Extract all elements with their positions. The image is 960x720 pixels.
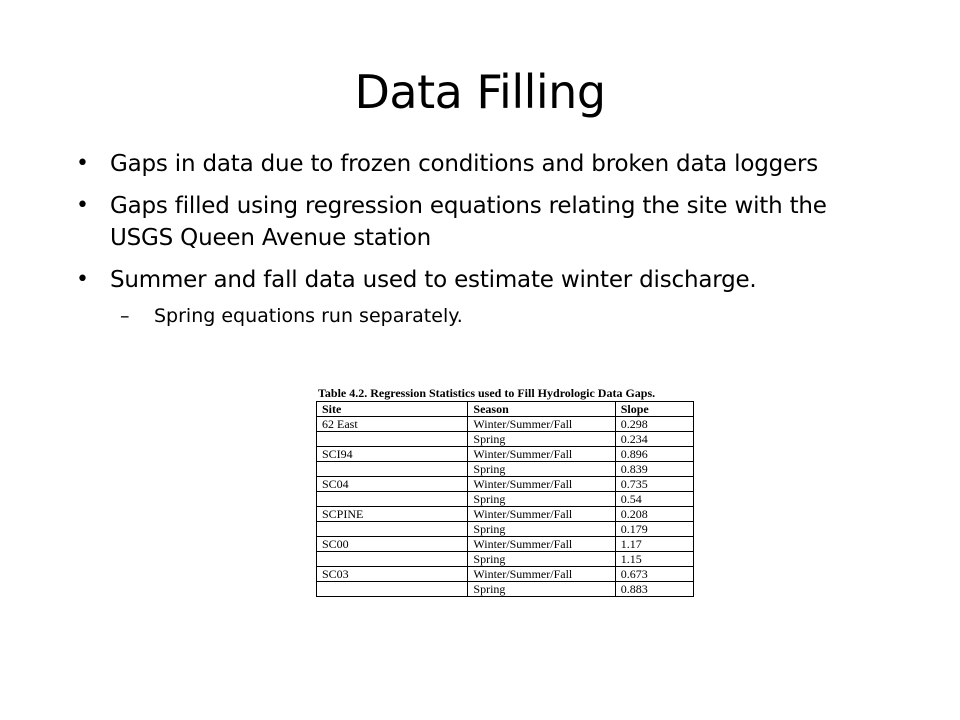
cell-site: SC00 <box>317 537 468 552</box>
cell-slope: 0.234 <box>615 432 693 447</box>
header-season: Season <box>468 402 615 417</box>
header-slope: Slope <box>615 402 693 417</box>
cell-slope: 0.883 <box>615 582 693 597</box>
header-site: Site <box>317 402 468 417</box>
table-row <box>317 432 694 447</box>
table-body <box>317 417 694 597</box>
table-row <box>317 447 694 462</box>
cell-season: Spring <box>468 522 615 537</box>
cell-slope: 0.54 <box>615 492 693 507</box>
bullet-text: Summer and fall data used to estimate winter discharge. <box>110 267 757 293</box>
cell-site: SCI94 <box>317 447 468 462</box>
cell-site <box>317 582 468 597</box>
bullet-item <box>76 190 896 254</box>
regression-table <box>316 401 694 597</box>
cell-season: Winter/Summer/Fall <box>468 537 615 552</box>
sub-bullet-text: Spring equations run separately. <box>154 305 463 327</box>
cell-slope: 0.896 <box>615 447 693 462</box>
bullet-text: Gaps in data due to frozen conditions and broken data loggers <box>110 151 819 177</box>
cell-site <box>317 492 468 507</box>
table-row <box>317 552 694 567</box>
table-row <box>317 567 694 582</box>
bullet-marker: • <box>76 193 89 218</box>
bullet-item <box>76 264 896 296</box>
cell-season: Winter/Summer/Fall <box>468 447 615 462</box>
cell-season: Spring <box>468 462 615 477</box>
cell-season: Winter/Summer/Fall <box>468 567 615 582</box>
cell-site <box>317 462 468 477</box>
bullet-item <box>76 148 896 180</box>
bullet-text: Gaps filled using regression equations relating the site with the USGS Queen Avenue station <box>110 193 827 251</box>
table-row <box>317 477 694 492</box>
cell-season: Winter/Summer/Fall <box>468 507 615 522</box>
table-row <box>317 492 694 507</box>
cell-site: SCPINE <box>317 507 468 522</box>
cell-slope: 0.839 <box>615 462 693 477</box>
bullet-marker: • <box>76 267 89 292</box>
regression-table-figure <box>316 386 706 597</box>
table-header-row <box>317 402 694 417</box>
cell-season: Winter/Summer/Fall <box>468 477 615 492</box>
cell-slope: 0.735 <box>615 477 693 492</box>
cell-site: 62 East <box>317 417 468 432</box>
cell-slope: 1.17 <box>615 537 693 552</box>
table-row <box>317 582 694 597</box>
cell-site: SC03 <box>317 567 468 582</box>
cell-site <box>317 432 468 447</box>
table-row <box>317 537 694 552</box>
cell-slope: 1.15 <box>615 552 693 567</box>
cell-site: SC04 <box>317 477 468 492</box>
cell-season: Winter/Summer/Fall <box>468 417 615 432</box>
sub-bullet-marker: – <box>120 305 130 327</box>
cell-season: Spring <box>468 582 615 597</box>
table-row <box>317 507 694 522</box>
cell-site <box>317 552 468 567</box>
table-row <box>317 417 694 432</box>
table-row <box>317 522 694 537</box>
cell-season: Spring <box>468 552 615 567</box>
cell-slope: 0.673 <box>615 567 693 582</box>
bullet-marker: • <box>76 151 89 176</box>
cell-site <box>317 522 468 537</box>
cell-season: Spring <box>468 432 615 447</box>
cell-slope: 0.298 <box>615 417 693 432</box>
cell-slope: 0.179 <box>615 522 693 537</box>
slide-title: Data Filling <box>354 65 606 119</box>
cell-slope: 0.208 <box>615 507 693 522</box>
table-caption: Table 4.2. Regression Statistics used to Fill Hydrologic Data Gaps. <box>318 386 656 400</box>
table-row <box>317 462 694 477</box>
sub-bullet-item <box>76 302 896 330</box>
bullet-list <box>76 148 896 330</box>
cell-season: Spring <box>468 492 615 507</box>
